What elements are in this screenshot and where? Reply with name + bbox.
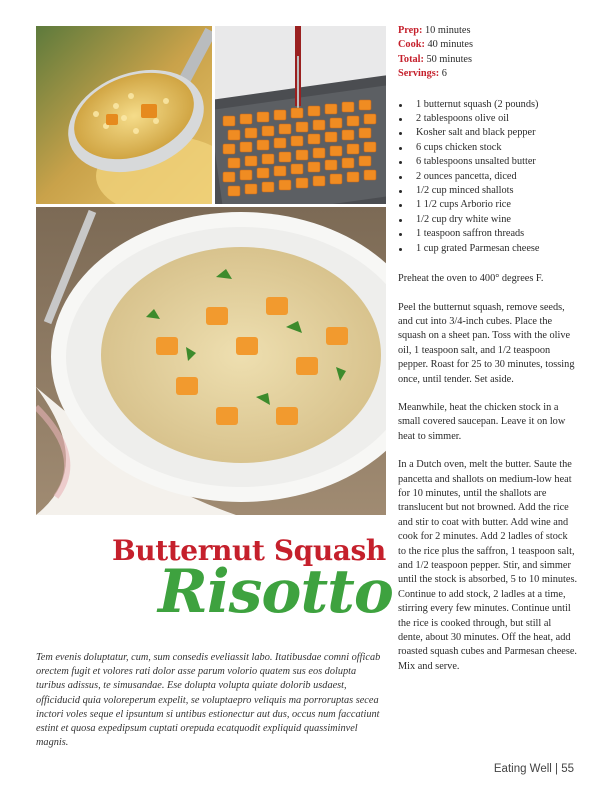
ingredient-item: 6 tablespoons unsalted butter xyxy=(398,155,578,169)
squash-cube xyxy=(266,297,288,315)
squash-sheet-pan-photo xyxy=(215,26,386,204)
page-footer: Eating Well | 55 xyxy=(493,763,574,775)
squash-cube xyxy=(216,407,238,425)
squash-cube xyxy=(276,407,298,425)
recipe-column xyxy=(398,24,578,674)
squash-cube xyxy=(176,377,198,395)
squash-cube xyxy=(228,158,240,168)
squash-cube xyxy=(308,162,320,172)
squash-cube xyxy=(245,184,257,194)
ingredient-item: 1 teaspoon saffron threads xyxy=(398,227,578,241)
squash-cube xyxy=(274,110,286,120)
squash-cube xyxy=(342,130,354,140)
squash-cube xyxy=(291,136,303,146)
meta-label: Total: xyxy=(398,53,424,65)
squash-cube xyxy=(296,178,308,188)
squash-cube xyxy=(347,116,359,126)
meta-label: Cook: xyxy=(398,39,425,51)
squash-cube xyxy=(330,118,342,128)
squash-cube xyxy=(296,150,308,160)
intro-paragraph: Tem evenis doluptatur, cum, sum consedis eveliassit labo. Itatibusdae comni officab orectem fugit et volores rati dolor asse parum volorio quatem sus eos dolupta turibus adissus, te simusandae. Ese dolupta volupta quiate dolorib usdaest, officiducid quia voloreperum expelit, se voluptaepro veliquis ma porroruptas secea inctori voles seque el ipsuntum si untibus estionectur aut dus, occus num faccatiunt estint et quosa expedipsum cuptati orepuda ecatquodit expliquid quassiminvel magnis. xyxy=(36,652,381,749)
squash-cube xyxy=(347,172,359,182)
meta-total xyxy=(398,53,578,67)
instruction-step: Meanwhile, heat the chicken stock in a small covered saucepan. Leave it on low heat to simmer. xyxy=(398,401,566,442)
squash-cube xyxy=(359,100,371,110)
squash-cube xyxy=(228,186,240,196)
squash-cube xyxy=(240,114,252,124)
squash-cube xyxy=(313,148,325,158)
squash-cube xyxy=(223,144,235,154)
squash-cube xyxy=(326,327,348,345)
squash-cube xyxy=(274,166,286,176)
squash-cube xyxy=(257,140,269,150)
squash-cube xyxy=(257,168,269,178)
squash-cube xyxy=(359,128,371,138)
squash-cube xyxy=(206,307,228,325)
squash-cube xyxy=(313,176,325,186)
squash-cube xyxy=(236,337,258,355)
squash-cube xyxy=(364,142,376,152)
squash-cube xyxy=(296,122,308,132)
squash-cube xyxy=(325,104,337,114)
squash-cube xyxy=(257,112,269,122)
recipe-title-line1: Butternut Squash xyxy=(112,534,386,567)
ingredient-item: 1 1/2 cups Arborio rice xyxy=(398,198,578,212)
meta-value: 50 minutes xyxy=(426,53,473,65)
instruction-step: Peel the butternut squash, remove seeds, and cut into 3/4-inch cubes. Place the squash on a sheet pan. Toss with the olive oil, 1 teaspoon salt, and 1/2 teaspoon pepper. Roast for 25 to 30 minutes, tossing once, until tender. Set aside. xyxy=(398,301,575,385)
meta-value: 40 minutes xyxy=(427,39,473,51)
squash-cube xyxy=(325,132,337,142)
squash-cube xyxy=(156,337,178,355)
ingredient-item: 1 butternut squash (2 pounds) xyxy=(398,98,578,112)
squash-cube xyxy=(364,114,376,124)
squash-cube xyxy=(364,170,376,180)
squash-cube xyxy=(240,170,252,180)
ingredient-item: 2 ounces pancetta, diced xyxy=(398,170,578,184)
meta-value: 6 xyxy=(441,68,447,80)
instruction-step: In a Dutch oven, melt the butter. Saute the pancetta and shallots on medium-low heat for 10 minutes, until the shallots are translucent but not browned. Add the rice and stir to coat with butter. Add wine and cook for 2 minutes. Add 2 ladles of stock to the rice plus the saffron, 1 teaspoon salt, and 1/2 teaspoon pepper. Stir, and simmer until the stock is absorbed, 5 to 10 minutes. Continue to add stock, 2 ladles at a time, stirring every few minutes. Continue until the rice is cooked through, but still al dente, about 30 minutes. Off the heat, add roasted squash cubes and Parmesan cheese. Mix and serve. xyxy=(398,459,578,672)
squash-cube xyxy=(245,128,257,138)
meta-servings xyxy=(398,67,578,81)
squash-cube xyxy=(291,108,303,118)
squash-cube xyxy=(330,174,342,184)
squash-cube xyxy=(279,180,291,190)
meta-label: Prep: xyxy=(398,25,423,36)
squash-cube xyxy=(228,130,240,140)
squash-cube xyxy=(262,154,274,164)
meta-prep xyxy=(398,24,578,38)
plated-risotto-photo xyxy=(36,207,386,515)
risotto-spoon-photo xyxy=(36,26,212,204)
instruction-step: Preheat the oven to 400° degrees F. xyxy=(398,273,544,285)
ingredient-list xyxy=(398,98,578,256)
squash-cube xyxy=(240,142,252,152)
ingredient-item: 1/2 cup minced shallots xyxy=(398,184,578,198)
recipe-title-line2: Risotto xyxy=(158,557,393,627)
squash-cube xyxy=(274,138,286,148)
squash-cube xyxy=(223,172,235,182)
meta-value: 10 minutes xyxy=(424,25,471,36)
ingredient-item: 1/2 cup dry white wine xyxy=(398,213,578,227)
squash-cube xyxy=(347,144,359,154)
meta-cook xyxy=(398,38,578,52)
ingredient-item: 2 tablespoons olive oil xyxy=(398,112,578,126)
squash-cube xyxy=(308,134,320,144)
squash-cube xyxy=(279,124,291,134)
squash-cube xyxy=(308,106,320,116)
squash-cube xyxy=(359,156,371,166)
meta-label: Servings: xyxy=(398,68,440,80)
squash-cube xyxy=(279,152,291,162)
squash-cube xyxy=(342,158,354,168)
squash-cube xyxy=(342,102,354,112)
squash-cube xyxy=(325,160,337,170)
squash-cube xyxy=(262,126,274,136)
squash-cube xyxy=(223,116,235,126)
squash-cube xyxy=(313,120,325,130)
squash-cube xyxy=(296,357,318,375)
squash-cube xyxy=(330,146,342,156)
ingredient-item: 6 cups chicken stock xyxy=(398,141,578,155)
squash-cube xyxy=(262,182,274,192)
squash-cube xyxy=(245,156,257,166)
ingredient-item: Kosher salt and black pepper xyxy=(398,126,578,140)
squash-cube xyxy=(291,164,303,174)
ingredient-item: 1 cup grated Parmesan cheese xyxy=(398,242,578,256)
recipe-meta xyxy=(398,24,578,82)
